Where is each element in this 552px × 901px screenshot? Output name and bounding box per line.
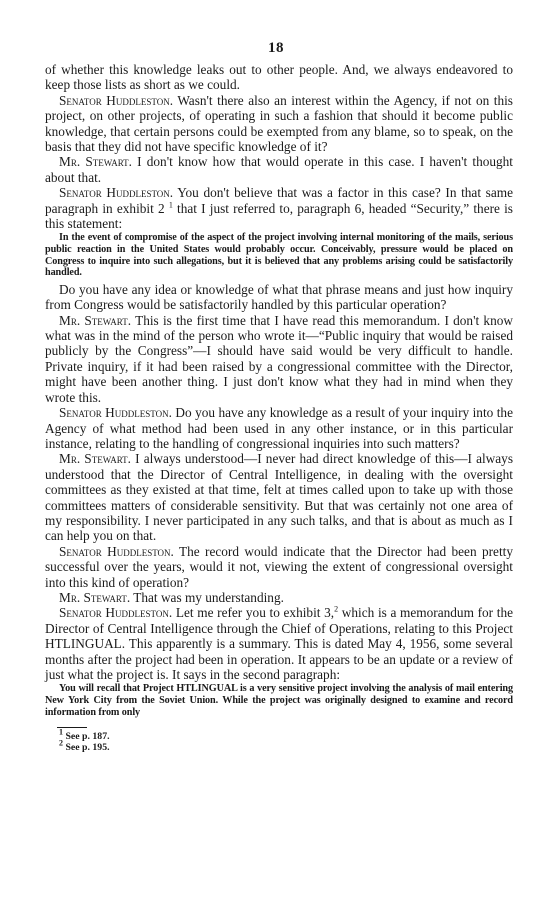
paragraph-text: You don't believe that was a factor in this case? In that same paragraph in exhibit 2 [45,185,513,216]
paragraph-9 [45,544,513,590]
paragraph-5: Do you have any idea or knowledge of what that phrase means and just how inquiry from Congress would be satisfactorily handled by this particular operation? [45,281,513,313]
paragraph-8 [45,451,513,543]
paragraph-4 [45,185,513,231]
paragraph-1: of whether this knowledge leaks out to other people. And, we always endeavored to keep those lists as short as we could. [45,62,513,93]
footnote-ref: 1 [168,200,173,210]
speaker-name: Senator Huddleston. [59,605,173,621]
speaker-name: Senator Huddleston. [59,543,174,559]
paragraph-text: Let me refer you to exhibit 3, [175,605,335,621]
footnote-text: See p. 195. [65,742,110,754]
footnote-mark: 2 [59,738,63,748]
speaker-name: Senator Huddleston. [59,405,172,421]
speaker-name: Mr. Stewart. [59,154,132,170]
speaker-name: Senator Huddleston. [59,92,174,108]
paragraph-text: That was my understanding. [133,589,284,605]
body-text [45,62,513,753]
footnote-mark: 1 [59,727,63,737]
paragraph-7 [45,405,513,451]
paragraph-text: which is a memorandum for the Director of Central Intelligence through the Chief of Operations, relating to this Project HTLINGUAL. This apparently is a summary. This is dated May 4, 1956, some several months after the project had been in operation. It appears to be an update or a review of just what the project is. It says in the second paragraph: [45,605,513,682]
paragraph-6 [45,313,513,405]
paragraph-text: The record would indicate that the Director had been pretty successful over the years, would it not, viewing the extent of congressional oversight into this kind of operation? [45,543,513,590]
paragraph-2 [45,93,513,155]
paragraph-text: I always understood—I never had direct knowledge of this—I always understood that the Director of Central Intelligence, in dealing with the oversight committees as they existed at that time, felt at times called upon to take up with those committees matters of considerable sensitivity. But that was certainly not one area of my responsibility. I never participated in any such talks, and that is about as much as I can help you on that. [45,451,514,544]
paragraph-text: I don't know how that would operate in this case. I haven't thought about that. [45,154,514,185]
paragraph-10 [45,590,513,605]
speaker-name: Mr. Stewart. [59,312,132,328]
paragraph-text: This is the first time that I have read this memorandum. I don't know what was in the mind of the person who wrote it—“Public inquiry that would be raised publicly by the Congress”—I should have said would be very difficult to handle. Private inquiry, if it had been raised by a congressional committee with the Director, might have been another thing. I just don't know what they had in mind when they wrote this. [45,312,513,405]
paragraph-text: that I just referred to, paragraph 6, headed “Security,” there is this statement: [45,200,513,232]
paragraph-text: Do you have any knowledge as a result of your inquiry into the Agency of what method had been used in any other instance, or in this particular instance, relating to the handling of congressional inquiries into such matters? [45,405,513,451]
paragraph-11 [45,605,513,682]
footnote-2 [59,738,513,754]
page-number: 18 [268,40,284,56]
block-quote-1: In the event of compromise of the aspect of the project involving internal monitoring of the mails, serious public reaction in the United States would probably occur. Conceivably, pressure would be placed on Congress to inquire into such allegations, but it is believed that any problems arising could be satisfactorily handled. [45,232,513,279]
paragraph-3 [45,154,513,185]
speaker-name: Senator Huddleston. [59,185,174,201]
speaker-name: Mr. Stewart. [59,589,131,605]
footnote-ref: 2 [334,604,339,614]
paragraph-text: Wasn't there also an interest within the Agency, if not on this project, on other projects, of operating in such a fashion that should it become public knowledge, that certain persons could be exempted from any blame, so to speak, on the basis that they did not have specific knowledge of it? [45,92,513,155]
speaker-name: Mr. Stewart. [59,451,131,467]
block-quote-2: You will recall that Project HTLINGUAL is a very sensitive project involving the analysis of mail entering New York City from the Soviet Union. While the project was originally designed to examine and record information from only [45,683,513,718]
footnote-1 [59,727,513,743]
footnote-text: See p. 187. [65,731,110,743]
